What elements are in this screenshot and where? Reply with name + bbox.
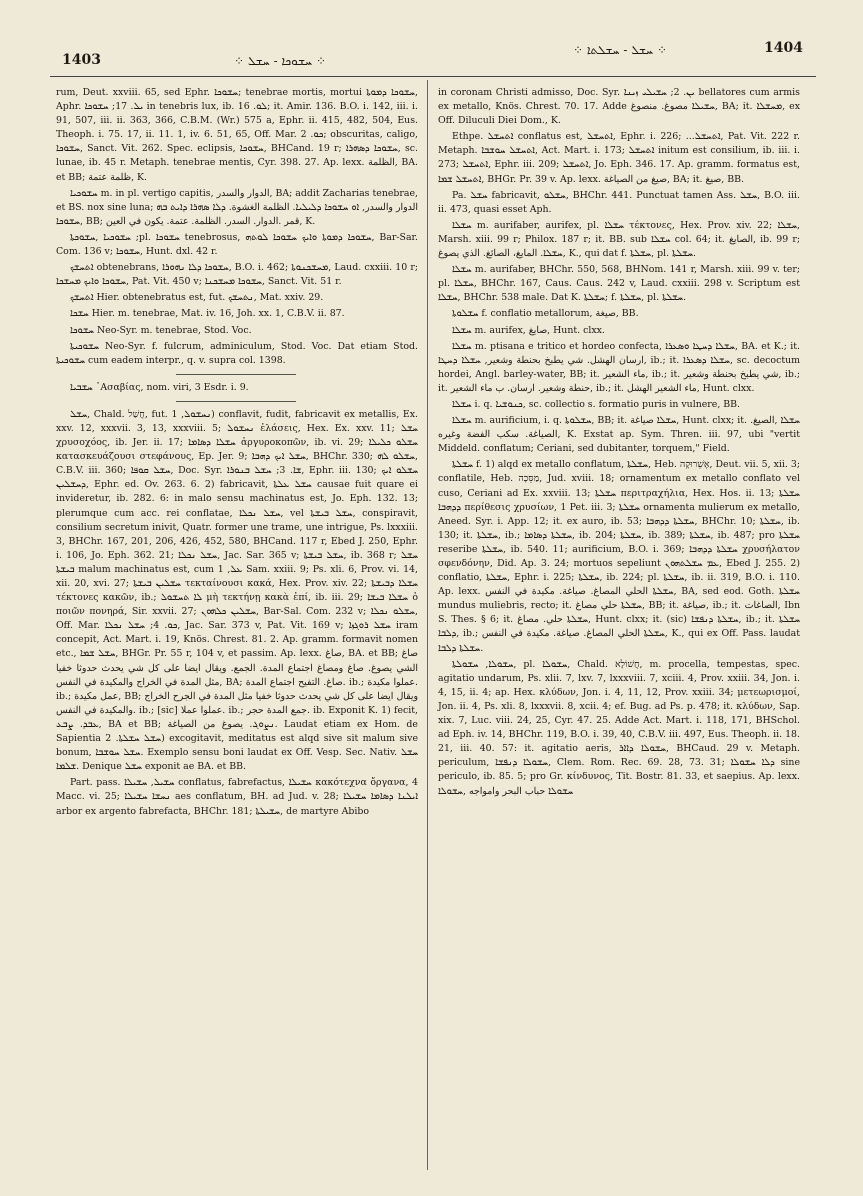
entry-paragraph: ܚܫܠܐ m. aurifex, صايغ, Hunt. clxx.: [452, 324, 605, 336]
entry-paragraph: ܐܬܚܫܟ Hier. obtenebratus est, fut. ܢܬܚܫܟ, Mat. xxiv. 29.: [70, 292, 324, 304]
column-divider: [427, 80, 428, 1170]
entry-paragraph: ܚܫܘܟܝܬܐ Neo-Syr. f. fulcrum, adminiculum, Stod. Voc. Dat etiam Stod. ܚܫܘܟܝܬܐ cum eadem interpr., q. v. supra col. 1398.: [56, 340, 418, 366]
entry-paragraph: Ethpe. ܐܬܚܫܠ conflatus est, ܐܬܚܫܠ, Ephr. i. 226; ...ܐܬܚܫܠ, Pat. Vit. 222 r. Metaph. ܐܬܚܫܠ ܚܘܫܒܐ, Act. Mart. i. 173; ܐܬܚܫܠ initum est consilium, ib. iii. i. 273; ܐܬܚܫܠ, Ephr. iii. 209; ܐܬܚܫܠ, Jo. Eph. 346. 17. Ap. gramm. formatus est, ܐܬܚܫܠ ܫܡܐ, BHGr. Pr. 39 v. Ap. lexx. صيغ من الصياغة, BA; it. صيغ, BB.: [438, 131, 800, 185]
entry-paragraph: ܚܫܠܐ m. aurifaber, BHChr. 550, 568, BHNom. 141 r, Marsh. xiii. 99 v. ter; pl. ܚܫܠܐ, BHChr. 167, Caus. Caus. 242 v, Laud. cxxiii. 298 v. Scriptum est ܚܫܠܐ, BHChr. 538 male. Dat K. ܚܫܠܬܐ; f. ܚܫܠܬܐ, pl. ܚܫܠܬܐ.: [438, 264, 800, 304]
left-column: [56, 86, 418, 821]
left-page-number: 1403: [62, 52, 101, 68]
entry-paragraph: Pa. ܚܫܠ fabricavit, ܚܫܠܘ, BHChr. 441. Punctuat tamen Ass. ܚܫܠ, B.O. iii. ii. 473, quasi esset Aph.: [438, 189, 800, 215]
entry-paragraph: Part. pass. ܚܫܝܠ, ܚܫܝܠܐ conflatus, fabrefactus, ܚܫܝܠܐ κακότεχνα ὄργανα, 4 Macc. vi. 25; ܢܚܫܐ ܚܫܝܠܐ aes conflatum, BH. ad Jud. v. 28; ܐܝܠܢܐ ܕܣܐܡܐ ܚܫܝܠܐ arbor ex argento fabrefacta, BHChr. 181; ܚܫܝܠܬܐ, de martyre Abibo: [56, 777, 418, 817]
entry-paragraph: ܚܫܠܐ m. aurifaber, aurifex, pl. ܚܫܠܐ τέκτονες, Hex. Prov. xiv. 22; ܚܫܠܐ, Marsh. xiii. 99 r; Philox. 187 r; it. BB. sub ܚܫܠܐ col. 64; it. الصايغ, ib. 99 r; ܚܫܠܐ. المايغ، الصائغ. الذي يصوغ, K., qui dat f. ܚܫܠܬܐ, pl. ܚܫܠܬܐ.: [438, 219, 800, 260]
entry-paragraph: rum, Deut. xxviii. 65, sed Ephr. ܚܫܘܟܐ; tenebrae mortis, mortui ܚܫܘܟܐ ܕܡܘܬܐ, Aphr. ܝܠ. 17; ܚܫܘܟܐ in tenebris lux, ib. ܠܘ. 16; it. Amir. 136. B.O. i. 142, iii. i. 91, 507, iii. ii. 363, 366, C.B.M. (Wr.) 575 a, Ephr. ii. 415, 482, 504, Eus. Theoph. i. 75. 17, ii. 11. 1, iv. 6. 51, 65, Off. Mar. ܟܘ. 2; obscuritas, caligo, ܚܫܘܟܐ, Sanct. Vit. 262. Spec. eclipsis, ܚܫܘܟܐ, BHCand. 19 r; ܚܫܘܟܐ ܕܣܗܪܐ, sc. lunae, ib. 45 r. Metaph. tenebrae mentis, Cyr. 398. 27. Ap. lexx. الظلمة, BA. et BB; ظلمة عتمة, K.: [56, 87, 418, 183]
entry-paragraph: ܚܫܘܟܐ Neo-Syr. m. tenebrae, Stod. Voc.: [70, 324, 252, 336]
right-page-number: 1404: [764, 40, 803, 56]
left-running-head: ⁘ ܚܫܘܟܐ - ܚܫܠ ⁘: [233, 54, 327, 68]
entry-paragraph: ܐܬܚܫܟ obtenebrans, ܚܫܘܟܐ ܕܠܐ ܢܗܘܪܐ, B.O. i. 462; ܡܚܫܟܢܘܬܐ, Laud. cxxiii. 10 r; ܚܫܘܟܐ ܘܐܝܟ ܡܚܫܟܐ, Pat. Vit. 450 v; ܚܫܘܟܐ ܡܚܫܟܢܐ, Sanct. Vit. 51 r.: [56, 262, 418, 288]
entry-paragraph: ܚܫܘܟܝܐ ,ܚܫܘܟܬܐ ;pl. ܚܫܘܟܐ tenebrosus, ܚܫܘܟܐ ܕܡܘܬܐ ܘܐܝܟ ܚܫܘܟܐ ܠܘܬܗ, Bar-Sar. Com. 136 v; ܚܫܘܟܐ, Hunt. dxl. 42 r.: [56, 231, 418, 258]
entry-paragraph: ܚܫܠܬܐ f. 1) alqd ex metallo conflatum, ܚܫܠܬܐ, Heb. אֶשְׁרוּקָה, Deut. vii. 5, xii. 3; conflatile, Heb. מַסֵּכָה, Jud. xviii. 18; ornamentum ex metallo conflato vel cuso, Ceriani ad Ex. xxviii. 13; ܚܫܠܬܐ περιτραχήλια, Hex. Hos. ii. 13; ܚܫܠܬܐ ܕܕܗܒܐ περίθεσις χρυσίων, 1 Pet. iii. 3; ܚܫܠܬܐ ornamenta mulierum ex metallo, Aneed. Syr. i. App. 12; it. ex auro, ib. 53; ܚܫܠܬܐ ܕܕܗܒܐ, BHChr. 10; ܚܫܠܬܐ, ib. 130; it. ܚܫܠܬܐ, ib.; ܚܫܠܬܐ ܕܣܐܡܐ, ib. 204; ܚܫܠܬܐ, ib. 389; ܚܫܠܬܐ, ib. 487; pro ܚܫܠܬܐ reseribe ܚܫܠܬܐ, ib. 540. 11; aurificium, B.O. i. 369; ܚܫܠܬܐ ܕܕܗܒܐ χρυσήλατον σφενδόνην, Did. Ap. 3. 24; mortuos sepeliunt ܥܡ ܚܫܠܬܗܘܢ, Ebed J. 255. 2) conflatio, ܚܫܠܬܐ, Ephr. i. 225; ܚܫܠܬܐ, ib. 224; pl. ܚܫܠܬܐ, ib. ii. 319, B.O. i. 110. Ap. lexx. ܚܫܠܬܐ الحلي المصاغ. صياغة. مكيدة في النفس, BA, sed eod. Goth. ܚܫܠܬܐ mundus muliebris, recto; it. ܚܫܠܬܐ حلي مصاغ, BB; it. صياغة, ib.; it. الصاغات, Ibn S. Thes. § 6; it. ܚܫܠܬܐ حلي. مصاغ, Hunt. clxx; it. (sic) ܚܫܠܬܐ ܕܢܦܫܐ, ib.; it. ܚܫܠܬܐ ܕܠܒܐ, ib.; ܚܫܠܬܐ الحلي المصاغ. صياغة. مكيدة في النفس, K., qui ex Off. Pass. laudat ܚܫܠܬܐ ܕܠܒܐ.: [438, 459, 801, 654]
entry-paragraph: ܚܫܟܐ Hier. m. tenebrae, Mat. iv. 16, Joh. xx. 1, C.B.V. ii. 87.: [70, 308, 345, 320]
entry-separator: [176, 401, 296, 402]
entry-separator: [176, 374, 296, 375]
entry-paragraph: ܚܫܘܟܝܐ m. in pl. vertigo capitis, الدوار والسدر, BA; addit Zacharias tenebrae, et BS. nox sine luna; الدوار والسدر, ܐܘ ܚܫܘܟܐ ܕܠܝܠܝܐ. الظلمة الغشوة. ܕܠܐ ܣܗܪܐ ܕܐܝܬ ܒܗ ܚܫܘܟܐ, BB; قمر .الدوار. السدر. الظلمة. عتمة. يكون في العين, K.: [56, 187, 418, 227]
entry-paragraph: ܚܫܘܠܐ, ܚܫܘܠܬܐ, pl. ܚܫܘܠܐ, Chald. חֲשׁוֹלָא, m. procella, tempestas, spec. agitatio undarum, Ps. xlii. 7, lxv. 7, lxxxviii. 7, xciii. 4, Prov. xxiii. 34, Jon. i. 4, 15, ii. 4; ap. Hex. κλύδων, Jon. i. 4, 11, 12, Prov. xxiii. 34; μετεωρισμοί, Jon. ii. 4, Ps. xli. 8, lxxxvii. 8, xcii. 4; ef. Bug. ad Ps. p. 478; it. κλύδων, Sap. xix. 7, Luc. viii. 24, 25, Cyr. 47. 25. Adde Act. Mart. i. 118, 171, BHSchol. ad Eph. iv. 14, BHChr. 119, B.O. i. 39, 40, C.B.V. iii. 497, Eus. Theoph. ii. 18. 21, iii. 40. 57: it. agitatio aeris, ܚܫܘܠܐ ܕܐܐܪ, BHCaud. 29 v. Metaph. periculum, ܚܫܘܠܐ ܕܢܦܫܐ, Clem. Rom. Rec. 69. 28, 73. 31; ܕܠܐ ܚܫܘܠܐ sine periculo, ib. 85. 5; pro Gr. κίνδυνος, Tit. Bostr. 81. 33, et saepius. Ap. lexx. ܚܫܘܠܐ حباب البحر وامواجه ,ܚܫܘܠܐ: [438, 658, 800, 797]
entry-paragraph: ܚܫܒܝܐ ᾿Ασαβίας, nom. viri, 3 Esdr. i. 9.: [70, 381, 249, 393]
right-running-head: ⁘ ܚܫܠ - ܚܫܠܬܐ ⁘: [572, 43, 668, 57]
entry-paragraph: in coronam Christi admisso, Doc. Syr. ܝܢ. 2; ܚܫܝܠܝ ܙܝܢܐ bellatores cum armis ex metallo, Knös. Chrest. 70. 17. Adde ܚܫܝܠܐ مصوغ. منصوغ, BA; it. ܡܚܫܠܐ, ex Off. Diluculi Diei Dom., K.: [438, 87, 801, 127]
entry-paragraph: ܚܫܠܐ i. q. ܟܢܘܫܝܐ, sc. collectio s. formatio puris in vulnere, BB.: [452, 398, 741, 410]
entry-paragraph: ܚܫܠܐ m. ptisana e tritico et hordeo confecta, ܚܫܠܐ ܕܚܛܐ ܘܣܥܪܐ, BA. et K.; it. ارسان الهشل. شي يطبخ بحنطة وشعير, ܚܫܠܐ ܕܚܛܐ, ib.; it. ܚܫܠܐ ܕܣܥܪܐ, sc. decoctum hordei, Angl. barley-water, BB; it. ماء الشعير, ib.; it. شي يطبخ بحنطة وشعير, ib.; it. حنطة وشعير. ارسان. ب ماء الشعير, ib.; it. ماء الشعير الهشل, Hunt. clxx.: [438, 340, 801, 394]
entry-paragraph: ܚܫܠ, Chald. חֲשַׁל, fut. ܢܚܫܘܠ, 1) conflavit, fudit, fabricavit ex metallis, Ex. xxv. 12, xxxvii. 3, 13, xxxviii. 5; ܢܚܫܘܠ ἐλάσεις, Hex. Ex. xxv. 11; ܚܫܠ χρυσοχόος, ib. Jer. ii. 17; ܚܫܠܐ ܕܣܐܡܐ ἀργυροκοπῶν, ib. vi. 29; ܚܫܠܘ ܟܠܝܠܐ κατασκευάζουσι στεφάνους, Ep. Jer. 9; ܚܫܠ ܐܝܟ ܕܗܒܐ, BHChr. 330; ܚܫܠܘ ܠܗ, C.B.V. iii. 360; ܚܫܠ ܩܘܦܐ, Doc. Syr. ܫܐ. 3; ܚܫܠ ܒܢܘܪܐ, Ephr. iii. 130; ܚܫܠܘ ܐܝܟ ܕܚܫܠܝܢ, Ephr. ed. Ov. 263. 6. 2) fabricavit, ܚܫܠ ܥܠܬܐ causae fuit quare ei invideretur, ib. 282. 6: in malo sensu machinatus est, Jo. Eph. 132. 13; plerumque cum acc. rei conflatae, ܚܫܠ ܢܟܠܐ, vel ܚܫܠ ܒܝܫܬܐ, conspiravit, consilium secretum inivit, Quatr. former une trame, une intrigue, Ps. lxxxiii. 3, BHChr. 167, 201, 206, 426, 452, 580, BHCand. 117 r, Ebed J. 250, Ephr. i. 106, Jo. Eph. 362. 21; ܚܫܠ ܢܟܠܐ, Jac. Sar. 365 v; ܚܫܠ ܒܝܫܬܐ, ib. 368 r; ܚܫܠ ܒܝܫܬܐ malum machinatus est, cum ܥܠ, 1 Sam. xxiii. 9; Ps. xli. 6, Prov. vi. 14, xii. 20, xvi. 27; ܚܫܠܝܢ ܒܝܫܬܐ τεκταίνουσι κακά, Hex. Prov. xiv. 22; ܚܫܠܐ ܕܒܝܫܬܐ τέκτονες κακῶν, ib.; ܠܐ ܬܚܫܘܠ μὴ τεκτήνῃ κακὰ ἐπί, ib. iii. 29; ܚܫܠܐ ܒܝܫܐ ὁ ποιῶν πονηρά, Sir. xxvii. 27; ܚܫܠܝܢ ܟܠܗܘܢ, Bar-Sal. Com. 232 v; ܚܫܠܘ ܢܟܠܐ, Off. Mar. ܟܘ. 4; ܚܫܠ ܢܟܠܐ, Jac. Sar. 373 v, Pat. Vit. 169 v; ܚܫܠ ܪܘܓܙܐ iram concepit, Act. Mart. i. 19, Knös. Chrest. 81. 2. Ap. gramm. formavit nomen etc., ܚܫܠ ܫܡܐ, BHGr. Pr. 55 r, 104 v, et passim. Ap. lexx. صاغ, BA. et BB; صاغ الشي يصوغ. صاغ ومصاغ اجتماع المدة. الجمع. ويقال ايضا على كل شي يحدث حدوثا خفيا مثل المدة في الخراج والمكيدة في النفس, BA; صاغ. التفيح اجتماع المدة. ib.; عملوا مكيدة. ib.; عمل مكيدة, BB; ويقال ايضا على كل شي يحدث حدوثا خفيا مثل المدة في الجرح الخراج والمكيدة في النفس. ib.; [sic] عملوا عملا. ib.; جمع المدة حجر. ib. Exponit K. 1) fecit, ܥܒܕ. ܨܒܥ, BA et BB; ܢܨܘܓ. يصوغ من الصياغة. Laudat etiam ex Hom. de Sapientia ܚܫܠ ܚܫܠܬܐ. 2) excogitavit, meditatus est alqd sive sit malum sive bonum, ܚܫܠ ܚܘܫܒܐ. Exemplo sensu boni laudat ex Off. Vesp. Sec. Nativ. ܚܫܠ ܫܠܡܐ. Denique ܚܫܠ exponit ae BA. et BB.: [56, 408, 419, 773]
entry-paragraph: ܚܫܠܘܬܐ f. conflatio metallorum, صيغة, BB.: [452, 308, 639, 320]
header-rule: [50, 76, 816, 77]
entry-paragraph: ܚܫܠܐ m. aurificium, i. q. ܚܫܠܘܬܐ, BB; it. ܚܫܠܐ صياغة, Hunt. clxx; it. ܚܫܠܐ ,الصيغ. الصياغة. سكب الفضة وغيره, K. Exstat ap. Sym. Thren. iii. 97, ubi "vertit Middeld. conflatum; Ceriani, sed dubitanter, torquem," Field.: [438, 415, 800, 455]
right-column: [438, 86, 800, 801]
